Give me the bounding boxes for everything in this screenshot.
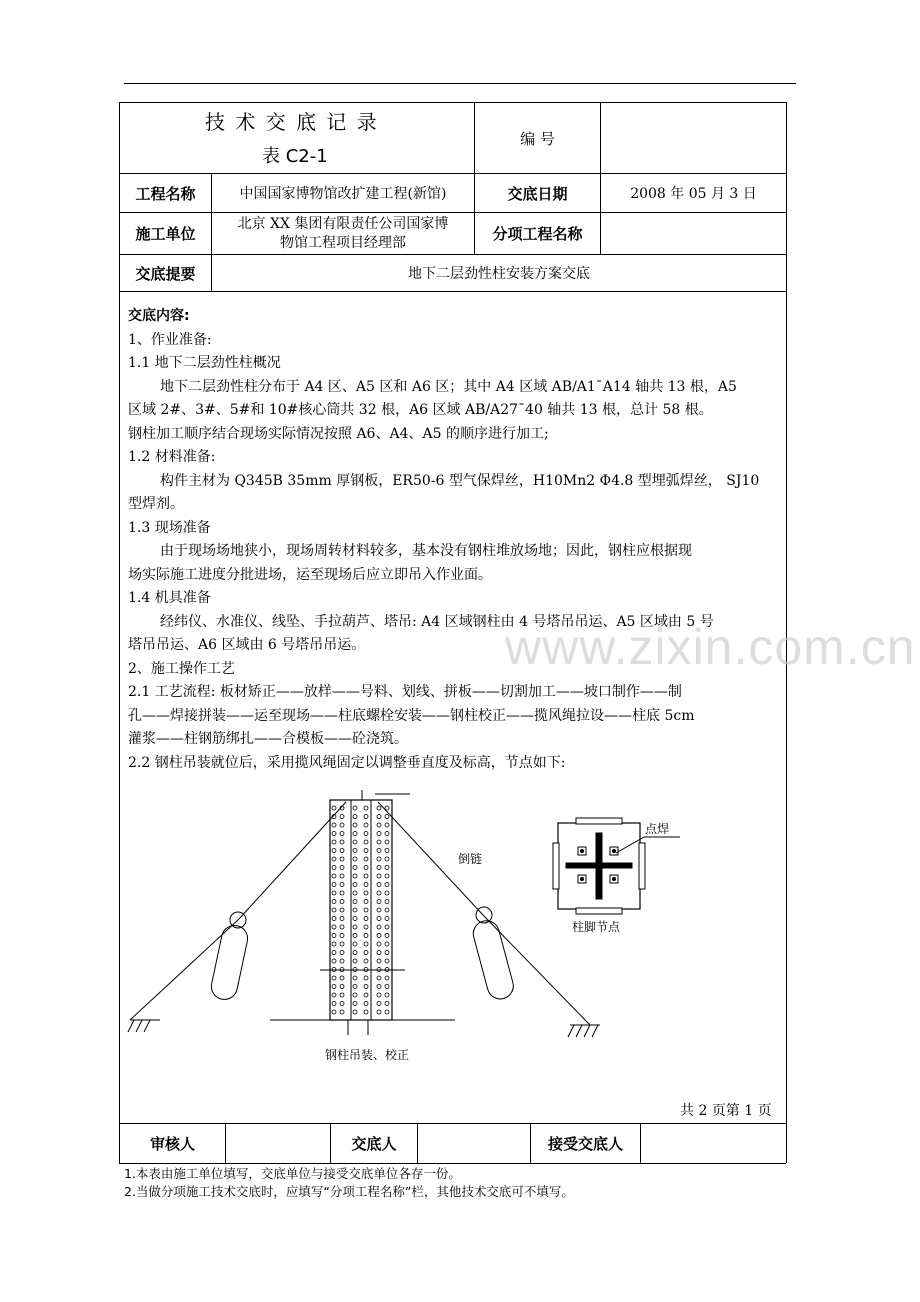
bolt-hole (340, 993, 344, 997)
content-line: 地下二层劲性柱分布于 A4 区、A5 区和 A6 区；其中 A4 区域 AB/A1¯A14 轴共 13 根，A5 (160, 378, 737, 395)
bolt-hole (353, 832, 357, 836)
bolt-hole (353, 1010, 357, 1014)
column-base-node-drawing (552, 815, 692, 920)
spot-weld-label: 点焊 (645, 822, 670, 836)
project-name-value: 中国国家博物馆改扩建工程(新馆) (239, 186, 447, 202)
bolt-hole (364, 951, 368, 955)
bolt-hole (332, 823, 336, 827)
bolt-hole (332, 900, 336, 904)
date-label: 交底日期 (507, 184, 568, 203)
bolt-hole (364, 908, 368, 912)
bolt-hole (340, 959, 344, 963)
bolt-hole (377, 849, 381, 853)
bolt-hole (377, 917, 381, 921)
bolt-hole (332, 857, 336, 861)
bolt-hole (332, 874, 336, 878)
bolt-hole (364, 857, 368, 861)
bolt-hole (377, 866, 381, 870)
bolt-hole (385, 959, 389, 963)
bolt-hole (340, 832, 344, 836)
bolt-hole (340, 840, 344, 844)
bolt-hole (353, 1002, 357, 1006)
bolt-hole (364, 806, 368, 810)
chain-hoist-label: 倒链 (458, 852, 483, 866)
form-number: 表 C2-1 (262, 146, 328, 167)
bolt-hole (377, 976, 381, 980)
bolt-hole (340, 1010, 344, 1014)
summary-value: 地下二层劲性柱安装方案交底 (408, 266, 590, 282)
bolt-hole (377, 1002, 381, 1006)
bolt-hole (353, 874, 357, 878)
bolt-hole (377, 1010, 381, 1014)
reviewer-signature-field[interactable] (226, 1124, 330, 1163)
bolt-hole (364, 917, 368, 921)
bolt-hole (332, 993, 336, 997)
bolt-hole (340, 976, 344, 980)
bolt-hole (364, 934, 368, 938)
bolt-hole (353, 883, 357, 887)
bolt-hole (377, 959, 381, 963)
bolt-hole (364, 959, 368, 963)
bolt-hole (340, 866, 344, 870)
bolt-hole (385, 823, 389, 827)
bolt-hole (353, 866, 357, 870)
bolt-hole (385, 891, 389, 895)
bolt-hole (340, 1002, 344, 1006)
content-line: 2.1 工艺流程: 板材矫正——放样——号料、划线、拼板——切割加工——坡口制作——制 (128, 684, 682, 700)
bolt-hole (385, 1002, 389, 1006)
bolt-hole (353, 993, 357, 997)
bolt-hole (353, 815, 357, 819)
bolt-hole (353, 976, 357, 980)
bolt-hole (377, 883, 381, 887)
bolt-hole (377, 925, 381, 929)
bolt-hole (377, 891, 381, 895)
bolt-hole (385, 866, 389, 870)
bolt-hole (364, 815, 368, 819)
bolt-hole (364, 840, 368, 844)
bolt-hole (377, 832, 381, 836)
project-name-label: 工程名称 (135, 184, 196, 203)
content-line: 孔——焊接拼装——运至现场——柱底螺栓安装——钢柱校正——揽风绳拉设——柱底 5cm (128, 707, 695, 724)
bolt-hole (332, 849, 336, 853)
bolt-hole (353, 840, 357, 844)
bolt-hole (353, 925, 357, 929)
bolt-hole (385, 832, 389, 836)
bolt-hole (332, 976, 336, 980)
content-line: 1.3 现场准备 (128, 519, 211, 536)
column-base-caption: 柱脚节点 (572, 920, 621, 934)
bolt-hole (340, 849, 344, 853)
bolt-hole (353, 849, 357, 853)
bolt-hole (364, 993, 368, 997)
bolt-hole (340, 883, 344, 887)
bolt-hole (332, 908, 336, 912)
bolt-hole (364, 832, 368, 836)
watermark: www.zixin.com.cn (505, 619, 916, 675)
footnote: 1.本表由施工单位填写，交底单位与接受交底单位各存一份。 (124, 1166, 461, 1181)
bolt-hole (385, 806, 389, 810)
bolt-hole (377, 815, 381, 819)
bolt-hole (332, 934, 336, 938)
bolt-hole (340, 934, 344, 938)
bolt-hole (364, 1010, 368, 1014)
header-rule (124, 83, 796, 84)
disclosure-content (128, 305, 788, 775)
bolt-hole (377, 806, 381, 810)
content-line: 2.2 钢柱吊装就位后，采用揽风绳固定以调整垂直度及标高，节点如下: (128, 754, 566, 771)
bolt-hole (385, 883, 389, 887)
bolt-hole (364, 891, 368, 895)
receiver-signature-field[interactable] (641, 1124, 786, 1163)
bolt-hole (353, 942, 357, 946)
bolt-hole (340, 815, 344, 819)
content-line: 1.1 地下二层劲性柱概况 (128, 355, 281, 371)
bolt-hole (385, 951, 389, 955)
bolt-hole (332, 985, 336, 989)
doc-title: 技 术 交 底 记 录 (205, 110, 379, 134)
bolt-hole (385, 976, 389, 980)
bolt-hole (364, 874, 368, 878)
bolt-hole (364, 942, 368, 946)
content-line: 1.2 材料准备: (128, 449, 216, 465)
bolt-hole (364, 976, 368, 980)
bolt-hole (377, 993, 381, 997)
subproject-label: 分项工程名称 (492, 225, 583, 243)
bolt-hole (353, 934, 357, 938)
bolt-hole (340, 985, 344, 989)
bolt-hole (377, 874, 381, 878)
content-line: 灌浆——柱钢筋绑扎——合模板——砼浇筑。 (128, 731, 408, 747)
bolt-hole (332, 840, 336, 844)
bolt-hole (385, 900, 389, 904)
bolt-hole (364, 1002, 368, 1006)
bolt-hole (364, 849, 368, 853)
number-label: 编 号 (520, 129, 555, 148)
bolt-hole (332, 917, 336, 921)
bolt-hole (340, 917, 344, 921)
bolt-hole (385, 815, 389, 819)
content-line: 1.4 机具准备 (128, 590, 211, 606)
bolt-hole (353, 806, 357, 810)
bolt-hole (332, 866, 336, 870)
bolt-hole (332, 832, 336, 836)
bolt-hole (385, 993, 389, 997)
bolt-hole (377, 823, 381, 827)
bolt-hole (353, 891, 357, 895)
bolt-hole (332, 925, 336, 929)
bolt-hole (353, 959, 357, 963)
bolt-hole (385, 934, 389, 938)
bolt-hole (377, 985, 381, 989)
bolt-hole (385, 985, 389, 989)
bolt-hole (353, 900, 357, 904)
bolt-hole (385, 908, 389, 912)
content-line: 钢柱加工顺序结合现场实际情况按照 A6、A4、A5 的顺序进行加工; (128, 425, 549, 442)
bolt-hole (332, 883, 336, 887)
bolt-hole (340, 925, 344, 929)
bolt-hole (377, 934, 381, 938)
bolt-hole (340, 900, 344, 904)
content-line: 1、作业准备: (128, 331, 212, 348)
bolt-hole (364, 900, 368, 904)
bolt-hole (332, 951, 336, 955)
content-line: 型焊剂。 (128, 496, 184, 512)
bolt-hole (353, 917, 357, 921)
bolt-hole (385, 857, 389, 861)
bolt-hole (353, 985, 357, 989)
bolt-hole (377, 942, 381, 946)
bolt-hole (353, 908, 357, 912)
bolt-hole (340, 942, 344, 946)
bolt-hole (332, 1010, 336, 1014)
bolt-hole (353, 857, 357, 861)
bolt-hole (340, 857, 344, 861)
content-line: 场实际施工进度分批进场，运至现场后应立即吊入作业面。 (128, 566, 492, 583)
bolt-hole (377, 900, 381, 904)
bolt-hole (332, 806, 336, 810)
discloser-label: 交底人 (351, 1135, 397, 1153)
bolt-hole (385, 942, 389, 946)
summary-label: 交底提要 (135, 264, 196, 283)
content-line: 区域 2#、3#、5#和 10#核心筒共 32 根，A6 区域 AB/A27¯40 轴共 13 根，总计 58 根。 (128, 402, 713, 418)
lifting-caption: 钢柱吊装、校正 (325, 1048, 410, 1062)
contractor-value: 北京 XX 集团有限责任公司国家博 物馆工程项目经理部 (237, 216, 449, 251)
contractor-label: 施工单位 (135, 225, 196, 243)
content-heading: 交底内容: (128, 308, 190, 324)
bolt-hole (377, 908, 381, 912)
content-line: 由于现场场地狭小，现场周转材料较多，基本没有钢柱堆放场地；因此，钢柱应根据现 (160, 543, 692, 559)
bolt-hole (364, 866, 368, 870)
content-line: 塔吊吊运、A6 区域由 6 号塔吊吊运。 (128, 637, 366, 653)
bolt-hole (377, 840, 381, 844)
bolt-hole (353, 823, 357, 827)
number-field[interactable] (601, 103, 786, 173)
bolt-hole (385, 849, 389, 853)
bolt-hole (364, 823, 368, 827)
bolt-hole (377, 857, 381, 861)
bolt-hole (364, 883, 368, 887)
bolt-hole (332, 1002, 336, 1006)
discloser-signature-field[interactable] (418, 1124, 530, 1163)
bolt-holes (332, 806, 389, 1014)
bolt-hole (385, 874, 389, 878)
bolt-hole (332, 942, 336, 946)
receiver-label: 接受交底人 (547, 1135, 623, 1153)
footnote: 2.当做分项施工技术交底时，应填写“分项工程名称”栏，其他技术交底可不填写。 (124, 1184, 574, 1199)
footnotes (124, 1165, 574, 1201)
bolt-hole (340, 951, 344, 955)
bolt-hole (332, 959, 336, 963)
reviewer-label: 审核人 (149, 1135, 195, 1153)
date-value: 2008 年 05 月 3 日 (630, 186, 757, 202)
bolt-hole (385, 925, 389, 929)
bolt-hole (332, 891, 336, 895)
subproject-value[interactable] (601, 213, 786, 254)
content-line: 经纬仪、水准仪、线坠、手拉葫芦、塔吊: A4 区域钢柱由 4 号塔吊吊运、A5 区域由 5 号 (160, 613, 714, 630)
bolt-hole (385, 917, 389, 921)
content-line: 构件主材为 Q345B 35mm 厚钢板，ER50-6 型气保焊丝，H10Mn2 Φ4.8 型埋弧焊丝， SJ10 (160, 472, 760, 489)
bolt-hole (364, 985, 368, 989)
bolt-hole (385, 1010, 389, 1014)
bolt-hole (364, 925, 368, 929)
bolt-hole (385, 840, 389, 844)
content-line: 2、施工操作工艺 (128, 660, 235, 677)
bolt-hole (340, 823, 344, 827)
bolt-hole (377, 951, 381, 955)
bolt-hole (340, 891, 344, 895)
bolt-hole (353, 951, 357, 955)
bolt-hole (340, 874, 344, 878)
page-indicator: 共 2 页第 1 页 (680, 1103, 772, 1119)
bolt-hole (340, 908, 344, 912)
